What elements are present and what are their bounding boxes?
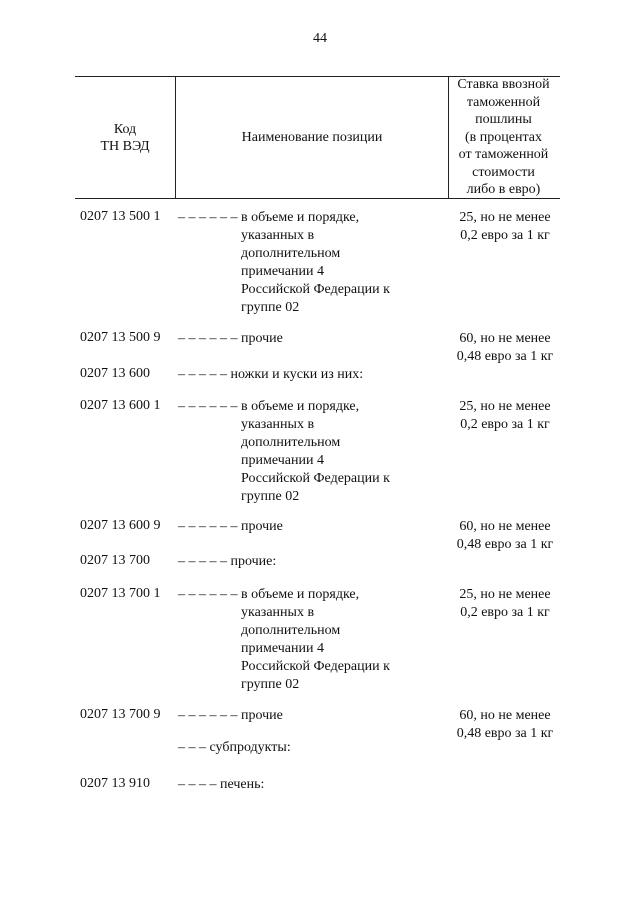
tn-ved-code: 0207 13 600 9	[80, 518, 161, 533]
position-name-line: – – – – – – в объеме и порядке,	[178, 399, 360, 414]
position-name	[178, 518, 283, 536]
header-code	[75, 77, 175, 198]
header-rate-line: таможенной	[466, 94, 541, 110]
tn-ved-code: 0207 13 500 1	[80, 209, 161, 224]
position-name-line: указанных в	[241, 417, 315, 432]
dash-level-indicator: – – –	[178, 740, 210, 755]
dash-level-indicator: – – – – – –	[178, 587, 241, 602]
duty-rate	[430, 586, 580, 622]
position-name	[178, 776, 264, 794]
dash-level-indicator: – – – – –	[178, 367, 231, 382]
tn-ved-code: 0207 13 500 9	[80, 330, 161, 345]
position-name-line: – – – – – – прочие	[178, 331, 283, 346]
dash-level-indicator: – – – –	[178, 777, 220, 792]
header-rate-line: от таможенной	[458, 147, 549, 163]
position-name-line: – – – – – ножки и куски из них:	[178, 367, 364, 382]
dash-level-indicator: – – – – –	[178, 554, 231, 569]
header-code-line: ТН ВЭД	[100, 138, 150, 154]
position-name	[178, 398, 390, 506]
position-name	[178, 707, 283, 725]
position-name-line: группе 02	[241, 489, 300, 504]
tn-ved-code: 0207 13 910	[80, 776, 150, 791]
position-name-line: Российской Федерации к	[241, 659, 390, 674]
duty-rate-line: 0,48 евро за 1 кг	[456, 726, 554, 741]
duty-rate	[430, 398, 580, 434]
page-number: 44	[313, 31, 327, 46]
tn-ved-code: 0207 13 700 1	[80, 586, 161, 601]
header-name-label: Наименование позиции	[241, 130, 383, 145]
duty-rate	[430, 209, 580, 245]
position-name-line: – – – – – – прочие	[178, 519, 283, 534]
table-header	[75, 76, 560, 199]
header-rate	[447, 77, 560, 198]
duty-rate-line: 0,2 евро за 1 кг	[460, 417, 550, 432]
position-name-line: группе 02	[241, 300, 300, 315]
position-name	[178, 586, 390, 694]
dash-level-indicator: – – – – – –	[178, 399, 241, 414]
position-name-line: примечании 4	[241, 264, 324, 279]
position-name	[178, 739, 291, 757]
duty-rate-line: 0,48 евро за 1 кг	[456, 537, 554, 552]
header-rate-line: пошлины	[475, 112, 532, 128]
dash-level-indicator: – – – – – –	[178, 519, 241, 534]
duty-rate-line: 60, но не менее	[459, 519, 551, 534]
position-name-line: примечании 4	[241, 641, 324, 656]
tn-ved-code: 0207 13 600 1	[80, 398, 161, 413]
position-name-line: указанных в	[241, 605, 315, 620]
tn-ved-code: 0207 13 700 9	[80, 707, 161, 722]
tn-ved-code: 0207 13 600	[80, 366, 150, 381]
header-code-line: Код	[113, 121, 137, 137]
duty-rate-line: 0,2 евро за 1 кг	[460, 228, 550, 243]
position-name	[178, 553, 276, 571]
dash-level-indicator: – – – – – –	[178, 331, 241, 346]
position-name-line: – – – – – – прочие	[178, 708, 283, 723]
position-name-line: указанных в	[241, 228, 315, 243]
duty-rate-line: 60, но не менее	[459, 708, 551, 723]
position-name-line: – – – – – – в объеме и порядке,	[178, 587, 360, 602]
header-rate-line: стоимости	[472, 164, 535, 180]
duty-rate-line: 25, но не менее	[459, 399, 551, 414]
header-rate-line: (в процентах	[465, 129, 542, 145]
position-name	[178, 366, 363, 384]
duty-rate-line: 0,2 евро за 1 кг	[460, 605, 550, 620]
duty-rate	[430, 518, 580, 554]
dash-level-indicator: – – – – – –	[178, 708, 241, 723]
header-name	[175, 77, 449, 198]
header-rate-line: Ставка ввозной	[457, 76, 550, 92]
position-name-line: Российской Федерации к	[241, 282, 390, 297]
duty-rate	[430, 330, 580, 366]
position-name-line: дополнительном	[241, 623, 341, 638]
duty-rate-line: 0,48 евро за 1 кг	[456, 349, 554, 364]
dash-level-indicator: – – – – – –	[178, 210, 241, 225]
header-rate-line: либо в евро)	[466, 182, 541, 198]
position-name	[178, 209, 390, 317]
position-name-line: – – – – – – в объеме и порядке,	[178, 210, 360, 225]
position-name-line: – – – – – прочие:	[178, 554, 277, 569]
duty-rate-line: 60, но не менее	[459, 331, 551, 346]
tn-ved-code: 0207 13 700	[80, 553, 150, 568]
position-name-line: – – – субпродукты:	[178, 740, 291, 755]
duty-rate-line: 25, но не менее	[459, 210, 551, 225]
position-name-line: – – – – печень:	[178, 777, 265, 792]
duty-rate-line: 25, но не менее	[459, 587, 551, 602]
position-name-line: группе 02	[241, 677, 300, 692]
position-name-line: примечании 4	[241, 453, 324, 468]
position-name-line: дополнительном	[241, 435, 341, 450]
position-name	[178, 330, 283, 348]
duty-rate	[430, 707, 580, 743]
position-name-line: дополнительном	[241, 246, 341, 261]
position-name-line: Российской Федерации к	[241, 471, 390, 486]
